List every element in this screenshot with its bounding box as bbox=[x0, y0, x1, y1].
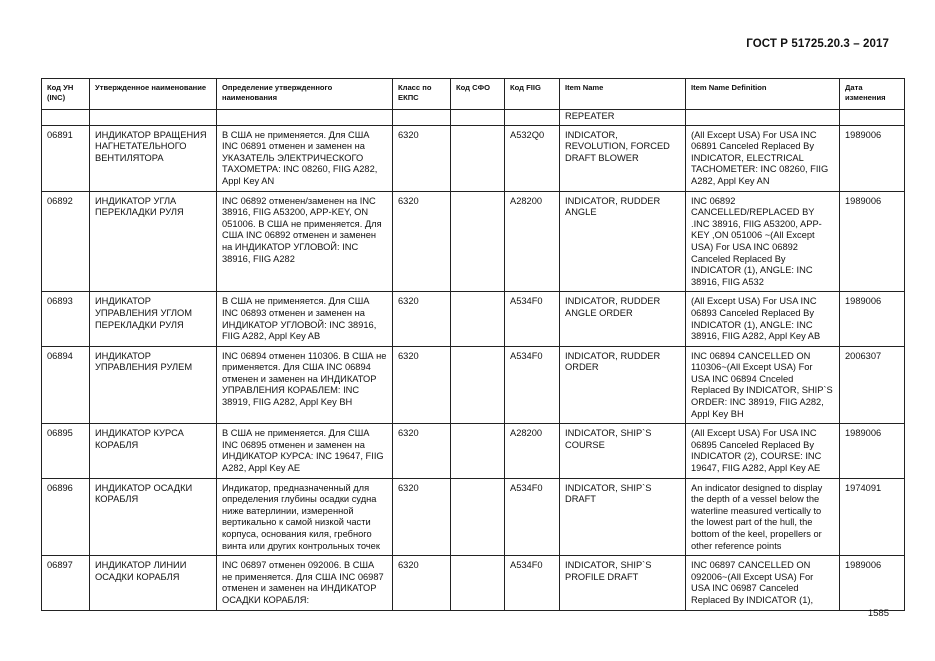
table-row bbox=[42, 478, 905, 556]
cell-sfo bbox=[451, 556, 505, 610]
cell-class bbox=[393, 110, 451, 126]
cell-inc bbox=[42, 110, 90, 126]
cell-sfo bbox=[451, 478, 505, 556]
cell-item-def: An indicator designed to display the depth of a vessel below the waterline measured vertically to the lowest part of the hull, the bottom of the keel, propellers or other reference points bbox=[686, 478, 840, 556]
col-header-fiig: Код FIIG bbox=[505, 79, 560, 110]
cell-date: 1974091 bbox=[840, 478, 905, 556]
cell-name-ru: ИНДИКАТОР ОСАДКИ КОРАБЛЯ bbox=[90, 478, 217, 556]
cell-item-def: INC 06892 CANCELLED/REPLACED BY .INC 38916, FIIG A53200, APP-KEY ,ON 051006 ~(All Except USA) For USA INC 06892 Canceled Replaced By INDICATOR (1), ANGLE: INC 38916, FIIG A532 bbox=[686, 191, 840, 292]
cell-fiig: A534F0 bbox=[505, 556, 560, 610]
cell-inc: 06891 bbox=[42, 125, 90, 191]
cell-item-def: (All Except USA) For USA INC 06893 Canceled Replaced By INDICATOR (1), ANGLE: INC 38916, FIIG A282, Appl Key AB bbox=[686, 292, 840, 346]
cell-item-name: INDICATOR, RUDDER ANGLE bbox=[560, 191, 686, 292]
cell-sfo bbox=[451, 125, 505, 191]
cell-def-ru: INC 06897 отменен 092006. В США не применяется. Для США INC 06987 отменен и заменен на ИНДИКАТОР ОСАДКИ КОРАБЛЯ: bbox=[217, 556, 393, 610]
cell-fiig bbox=[505, 110, 560, 126]
cell-item-name: INDICATOR, RUDDER ORDER bbox=[560, 346, 686, 424]
col-header-inc: Код УН (INC) bbox=[42, 79, 90, 110]
cell-sfo bbox=[451, 191, 505, 292]
cell-item-def: (All Except USA) For USA INC 06895 Canceled Replaced By INDICATOR (2), COURSE: INC 19647, FIIG A282, Appl Key AE bbox=[686, 424, 840, 478]
cell-item-name: REPEATER bbox=[560, 110, 686, 126]
cell-sfo bbox=[451, 346, 505, 424]
cell-item-def: INC 06897 CANCELLED ON 092006~(All Except USA) For USA INC 06987 Canceled Replaced By INDICATOR (1), bbox=[686, 556, 840, 610]
cell-item-def: INC 06894 CANCELLED ON 110306~(All Except USA) For USA INC 06894 Cnceled Replaced By INDICATOR, SHIP`S ORDER: INC 38919, FIIG A282, Appl Key BH bbox=[686, 346, 840, 424]
document-code: ГОСТ Р 51725.20.3 – 2017 bbox=[746, 38, 889, 50]
cell-date: 1989006 bbox=[840, 424, 905, 478]
cell-date: 1989006 bbox=[840, 191, 905, 292]
cell-sfo bbox=[451, 292, 505, 346]
cell-item-name: INDICATOR, REVOLUTION, FORCED DRAFT BLOWER bbox=[560, 125, 686, 191]
cell-fiig: A28200 bbox=[505, 191, 560, 292]
table-row bbox=[42, 556, 905, 610]
cell-fiig: A534F0 bbox=[505, 478, 560, 556]
cell-inc: 06892 bbox=[42, 191, 90, 292]
cell-name-ru bbox=[90, 110, 217, 126]
cell-def-ru: Индикатор, предназначенный для определения глубины осадки судна ниже ватерлинии, измеренной вертикально к самой низкой части корпуса, основания киля, гребного винта или других контрольных точек bbox=[217, 478, 393, 556]
cell-date: 1989006 bbox=[840, 125, 905, 191]
col-header-def-ru: Определение утвержденного наименования bbox=[217, 79, 393, 110]
table-header bbox=[42, 79, 905, 110]
cell-date: 1989006 bbox=[840, 556, 905, 610]
table-row bbox=[42, 125, 905, 191]
cell-item-name: INDICATOR, SHIP`S COURSE bbox=[560, 424, 686, 478]
cell-def-ru: В США не применяется. Для США INC 06893 отменен и заменен на ИНДИКАТОР УГЛОВОЙ: INC 38916, FIIG A282, Appl Key AB bbox=[217, 292, 393, 346]
cell-class: 6320 bbox=[393, 556, 451, 610]
col-header-class: Класс по ЕКПС bbox=[393, 79, 451, 110]
table-row bbox=[42, 424, 905, 478]
col-header-sfo: Код СФО bbox=[451, 79, 505, 110]
header-row bbox=[42, 79, 905, 110]
cell-date: 2006307 bbox=[840, 346, 905, 424]
cell-class: 6320 bbox=[393, 125, 451, 191]
cell-item-def bbox=[686, 110, 840, 126]
cell-fiig: A28200 bbox=[505, 424, 560, 478]
table-body bbox=[42, 110, 905, 611]
cell-fiig: A534F0 bbox=[505, 292, 560, 346]
cell-class: 6320 bbox=[393, 191, 451, 292]
cell-inc: 06893 bbox=[42, 292, 90, 346]
cell-name-ru: ИНДИКАТОР ЛИНИИ ОСАДКИ КОРАБЛЯ bbox=[90, 556, 217, 610]
cell-name-ru: ИНДИКАТОР ВРАЩЕНИЯ НАГНЕТАТЕЛЬНОГО ВЕНТИЛЯТОРА bbox=[90, 125, 217, 191]
table-row bbox=[42, 292, 905, 346]
cell-item-name: INDICATOR, RUDDER ANGLE ORDER bbox=[560, 292, 686, 346]
cell-date bbox=[840, 110, 905, 126]
cell-def-ru bbox=[217, 110, 393, 126]
page-number: 1585 bbox=[867, 608, 889, 619]
cell-inc: 06897 bbox=[42, 556, 90, 610]
cell-name-ru: ИНДИКАТОР КУРСА КОРАБЛЯ bbox=[90, 424, 217, 478]
cell-class: 6320 bbox=[393, 478, 451, 556]
cell-class: 6320 bbox=[393, 424, 451, 478]
cell-sfo bbox=[451, 424, 505, 478]
cell-fiig: A534F0 bbox=[505, 346, 560, 424]
cell-def-ru: В США не применяется. Для США INC 06891 отменен и заменен на УКАЗАТЕЛЬ ЭЛЕКТРИЧЕСКОГО ТАХОМЕТРА: INC 08260, FIIG A282, Appl Key AN bbox=[217, 125, 393, 191]
cell-name-ru: ИНДИКАТОР УГЛА ПЕРЕКЛАДКИ РУЛЯ bbox=[90, 191, 217, 292]
table-row bbox=[42, 346, 905, 424]
catalog-table bbox=[41, 78, 905, 611]
cell-inc: 06896 bbox=[42, 478, 90, 556]
cell-inc: 06895 bbox=[42, 424, 90, 478]
continuation-row bbox=[42, 110, 905, 126]
cell-def-ru: INC 06892 отменен/заменен на INC 38916, FIIG A53200, APP-KEY, ON 051006. В США не применяется. Для США INC 06892 отменен и заменен на ИНДИКАТОР УГЛОВОЙ: INC 38916, FIIG A282 bbox=[217, 191, 393, 292]
cell-item-name: INDICATOR, SHIP`S PROFILE DRAFT bbox=[560, 556, 686, 610]
cell-name-ru: ИНДИКАТОР УПРАВЛЕНИЯ РУЛЕМ bbox=[90, 346, 217, 424]
cell-inc: 06894 bbox=[42, 346, 90, 424]
col-header-item-def: Item Name Definition bbox=[686, 79, 840, 110]
table-row bbox=[42, 191, 905, 292]
cell-sfo bbox=[451, 110, 505, 126]
col-header-date: Дата изменения bbox=[840, 79, 905, 110]
cell-fiig: A532Q0 bbox=[505, 125, 560, 191]
cell-item-name: INDICATOR, SHIP`S DRAFT bbox=[560, 478, 686, 556]
col-header-name-ru: Утвержденное наименование bbox=[90, 79, 217, 110]
cell-def-ru: INC 06894 отменен 110306. В США не применяется. Для США INC 06894 отменен и заменен на ИНДИКАТОР УПРАВЛЕНИЯ КОРАБЛЕМ: INC 38919, FIIG A282, Appl Key BH bbox=[217, 346, 393, 424]
cell-date: 1989006 bbox=[840, 292, 905, 346]
cell-item-def: (All Except USA) For USA INC 06891 Canceled Replaced By INDICATOR, ELECTRICAL TACHOMETER: INC 08260, FIIG A282, Appl Key AN bbox=[686, 125, 840, 191]
cell-name-ru: ИНДИКАТОР УПРАВЛЕНИЯ УГЛОМ ПЕРЕКЛАДКИ РУЛЯ bbox=[90, 292, 217, 346]
cell-class: 6320 bbox=[393, 292, 451, 346]
cell-class: 6320 bbox=[393, 346, 451, 424]
cell-def-ru: В США не применяется. Для США INC 06895 отменен и заменен на ИНДИКАТОР КУРСА: INC 19647, FIIG A282, Appl Key AE bbox=[217, 424, 393, 478]
col-header-item-name: Item Name bbox=[560, 79, 686, 110]
